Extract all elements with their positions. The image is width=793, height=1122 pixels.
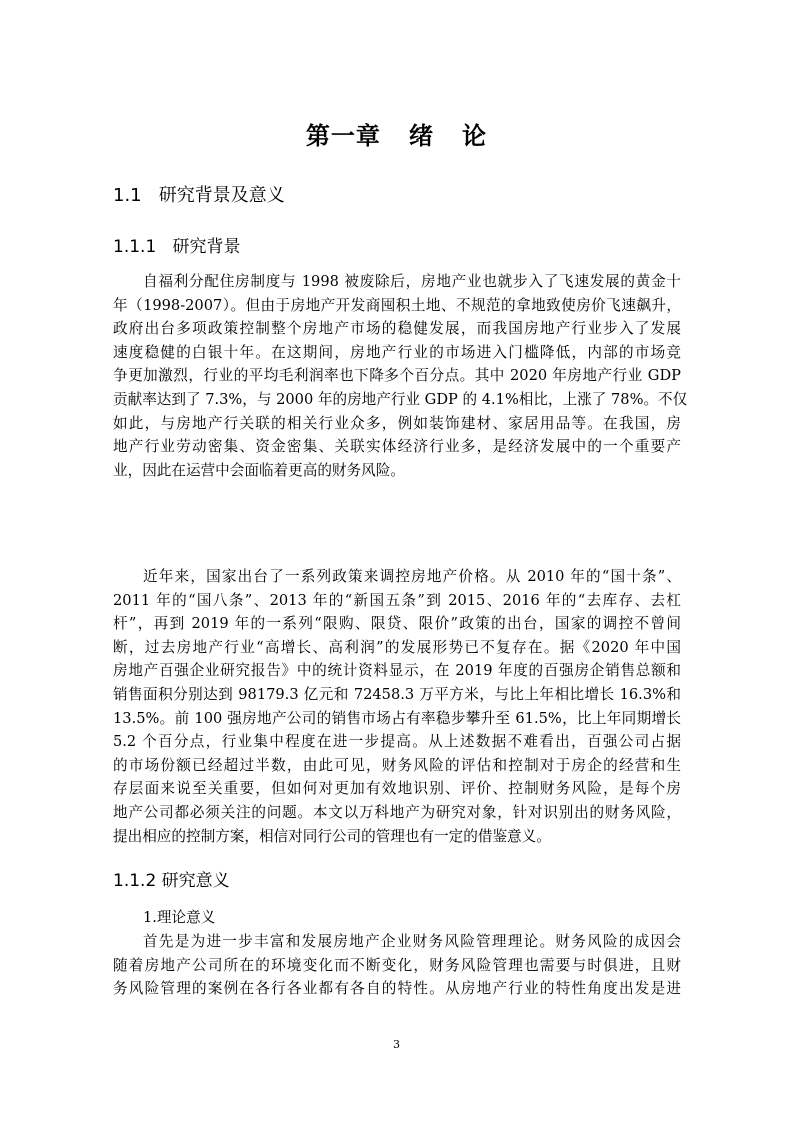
text-line: 务风险管理的案例在各行各业都有各自的特性。从房地产行业的特性角度出发是进	[113, 980, 681, 998]
text-line: 的市场份额已经超过半数，由此可见，财务风险的评估和控制对于房企的经营和生	[113, 756, 681, 774]
text-line: 13.5%。前 100 强房地产公司的销售市场占有率稳步攀升至 61.5%，比上年同期增长	[113, 709, 681, 727]
text-line: 提出相应的控制方案，相信对同行公司的管理也有一定的借鉴意义。	[113, 827, 551, 845]
text-line: 自福利分配住房制度与 1998 被废除后，房地产业也就步入了飞速发展的黄金十	[143, 273, 681, 290]
text-line: 速度稳健的白银十年。在这期间，房地产行业的市场进入门槛降低，内部的市场竞	[113, 343, 681, 361]
text-line: 断，过去房地产行业“高增长、高利润”的发展形势已不复存在。据《2020 年中国	[113, 638, 681, 656]
theory-significance-label	[113, 906, 681, 930]
text-line: 如此，与房地产行关联的相关行业众多，例如装饰建材、家居用品等。在我国，房	[113, 414, 681, 432]
text-line: 房地产百强企业研究报告》中的统计资料显示，在 2019 年度的百强房企销售总额和	[113, 662, 681, 680]
text-line: 业，因此在运营中会面临着更高的财务风险。	[113, 461, 405, 479]
text-line: 地产公司都必须关注的问题。本文以万科地产为研究对象，针对识别出的财务风险，	[113, 803, 681, 821]
text-line: 争更加激烈，行业的平均毛利润率也下降多个百分点。其中 2020 年房地产行业 GDP	[113, 367, 681, 385]
page-number: 3	[393, 1038, 400, 1051]
text-line: 贡献率达到了 7.3%，与 2000 年的房地产行业 GDP 的 4.1%相比，上涨了 78%。不仅	[113, 390, 688, 408]
text-line: 销售面积分别达到 98179.3 亿元和 72458.3 万平方米，与比上年相比增长 16.3%和	[113, 685, 681, 703]
text-line: 随着房地产公司所在的环境变化而不断变化，财务风险管理也需要与时俱进，且财	[113, 956, 681, 974]
subsection-heading-significance: 1.1.2 研究意义	[113, 871, 230, 891]
text-line: 地产行业劳动密集、资金密集、关联实体经济行业多，是经济发展中的一个重要产	[113, 438, 681, 456]
paragraph-background-1	[113, 270, 688, 482]
text-line: 首先是为进一步丰富和发展房地产企业财务风险管理理论。财务风险的成因会	[143, 933, 681, 950]
text-line: 近年来，国家出台了一系列政策来调控房地产价格。从 2010 年的“国十条”、	[143, 568, 681, 585]
chapter-title: 第一章 绪 论	[305, 122, 488, 150]
text-line: 政府出台多项政策控制整个房地产市场的稳健发展，而我国房地产行业步入了发展	[113, 320, 681, 338]
text-line: 杆”，再到 2019 年的一系列“限购、限贷、限价”政策的出台，国家的调控不曾间	[113, 615, 681, 633]
list-item-label: 1.理论意义	[143, 909, 216, 926]
text-line: 年（1998-2007）。但由于房地产开发商囤积土地、不规范的拿地致使房价飞速飙升，	[113, 296, 681, 314]
text-line: 5.2 个百分点，行业集中程度在进一步提高。从上述数据不难看出，百强公司占据	[113, 733, 681, 751]
text-line: 存层面来说至关重要，但如何对更加有效地识别、评价、控制财务风险，是每个房	[113, 780, 681, 798]
section-heading: 1.1 研究背景及意义	[113, 185, 285, 206]
text-line: 2011 年的“国八条”、2013 年的“新国五条”到 2015、2016 年的“去库存、去杠	[113, 591, 681, 609]
paragraph-background-2	[113, 565, 681, 848]
subsection-heading-background: 1.1.1 研究背景	[113, 237, 241, 257]
paragraph-significance	[113, 930, 681, 1001]
